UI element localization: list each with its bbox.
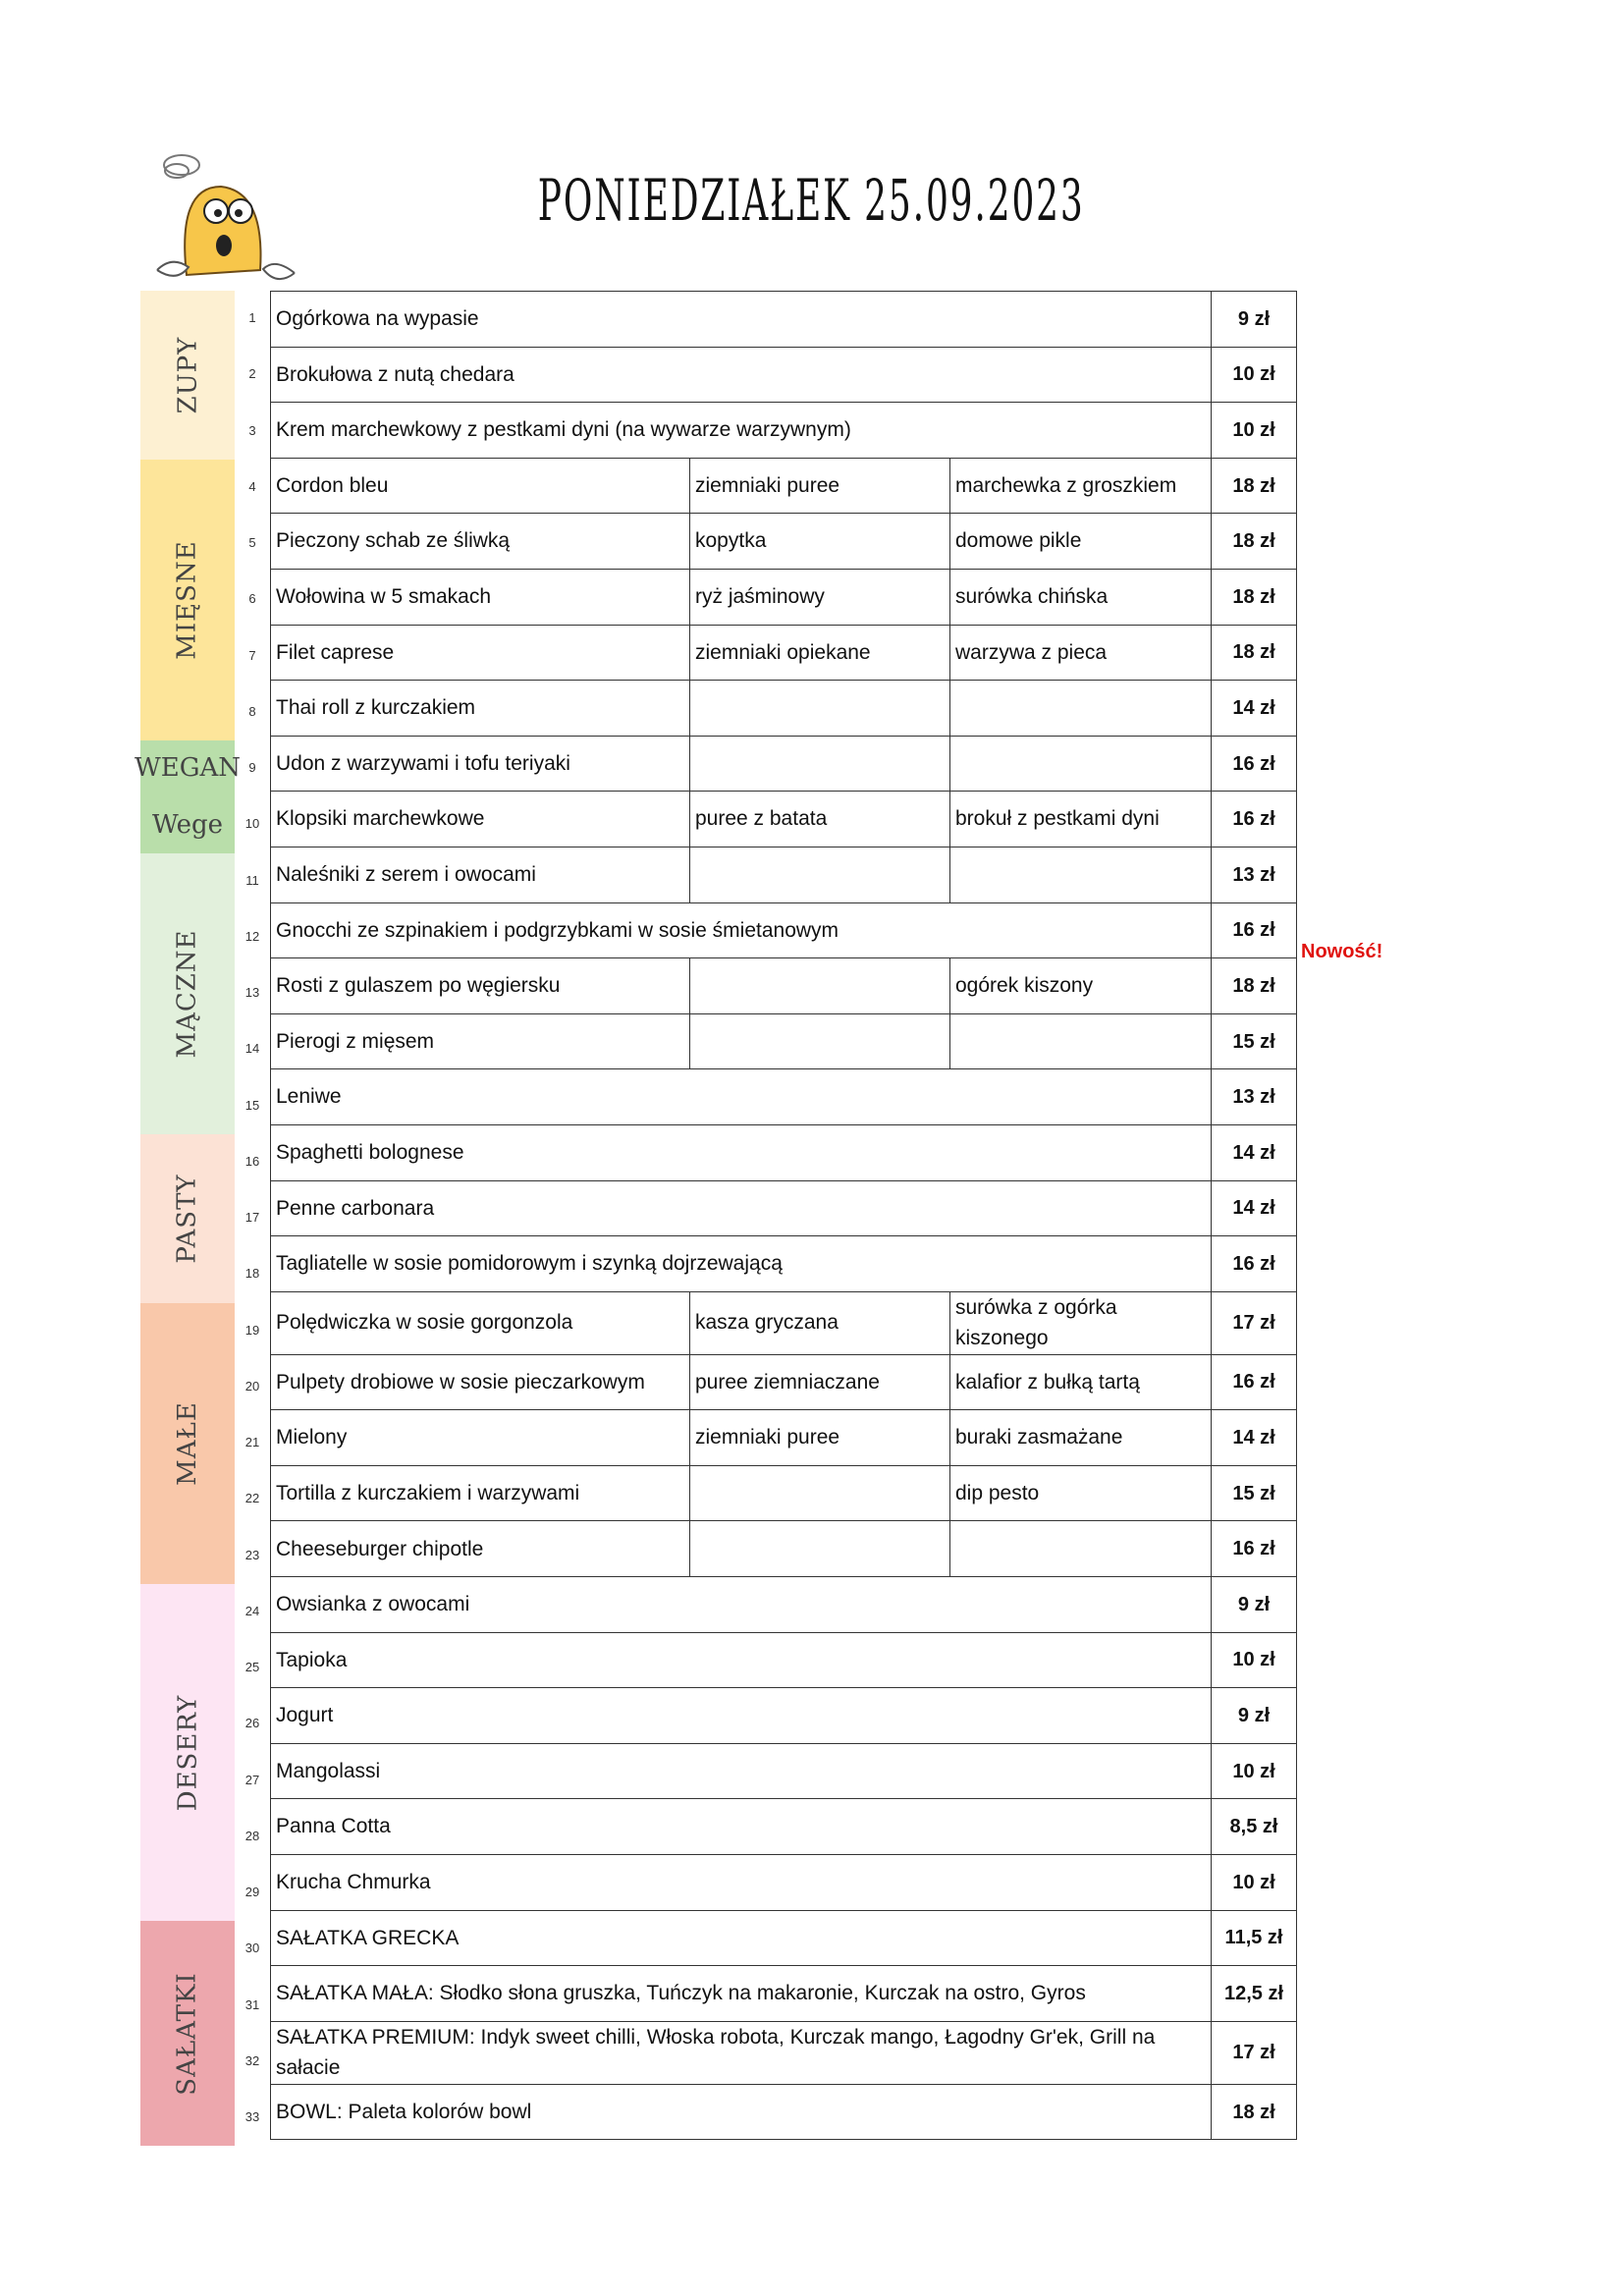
chef-mascot-icon [147,147,304,290]
dish-price: 9 zł [1212,292,1297,348]
dish-side1 [690,736,950,792]
menu-row [271,292,1297,348]
dish-name: BOWL: Paleta kolorów bowl [271,2084,1212,2140]
dish-price: 9 zł [1212,1577,1297,1633]
dish-side1: ryż jaśminowy [690,569,950,625]
dish-name: Tapioka [271,1632,1212,1688]
dish-side1: ziemniaki puree [690,458,950,514]
menu-row [271,458,1297,514]
menu-row [271,2084,1297,2140]
dish-price: 10 zł [1212,347,1297,403]
menu-row [271,1069,1297,1125]
row-number: 24 [244,1603,260,1618]
dish-price: 15 zł [1212,1465,1297,1521]
menu-row [271,736,1297,792]
new-badge: Nowość! [1301,941,1383,962]
row-number: 19 [244,1322,260,1338]
menu-row [271,1013,1297,1069]
row-number: 4 [248,478,256,494]
dish-price: 15 zł [1212,1013,1297,1069]
menu-row [271,1465,1297,1521]
dish-price: 18 zł [1212,458,1297,514]
dish-side1: puree ziemniaczane [690,1354,950,1410]
dish-side2: ogórek kiszony [950,958,1212,1014]
menu-row [271,958,1297,1014]
row-number: 7 [248,647,256,663]
dish-side2: dip pesto [950,1465,1212,1521]
row-number: 2 [248,366,256,382]
row-number: 30 [244,1941,260,1956]
dish-price: 9 zł [1212,1688,1297,1744]
dish-side1 [690,958,950,1014]
dish-side2 [950,847,1212,902]
row-number: 15 [244,1097,260,1113]
menu-row [271,847,1297,902]
dish-name: Pierogi z mięsem [271,1013,690,1069]
dish-name: SAŁATKA GRECKA [271,1910,1212,1966]
dish-name: Filet caprese [271,625,690,681]
menu-row [271,1521,1297,1577]
row-number: 5 [248,535,256,550]
dish-price: 13 zł [1212,1069,1297,1125]
dish-name: Gnocchi ze szpinakiem i podgrzybkami w sosie śmietanowym [271,902,1212,958]
row-number: 28 [244,1828,260,1843]
dish-name: Cordon bleu [271,458,690,514]
dish-name: SAŁATKA MAŁA: Słodko słona gruszka, Tuńczyk na makaronie, Kurczak na ostro, Gyros [271,1966,1212,2022]
dish-name: Brokułowa z nutą chedara [271,347,1212,403]
row-number: 27 [244,1772,260,1787]
dish-price: 14 zł [1212,1180,1297,1236]
dish-name: Pulpety drobiowe w sosie pieczarkowym [271,1354,690,1410]
menu-row [271,1180,1297,1236]
dish-name: Krem marchewkowy z pestkami dyni (na wywarze warzywnym) [271,403,1212,459]
dish-price: 10 zł [1212,403,1297,459]
menu-row [271,1910,1297,1966]
dish-price: 18 zł [1212,2084,1297,2140]
dish-side1 [690,1465,950,1521]
row-number: 16 [244,1153,260,1169]
dish-name: Thai roll z kurczakiem [271,681,690,737]
row-number: 17 [244,1210,260,1225]
dish-price: 18 zł [1212,625,1297,681]
category-band [140,460,235,740]
row-number: 13 [244,985,260,1000]
dish-price: 16 zł [1212,792,1297,847]
row-number: 31 [244,1996,260,2012]
menu-row [271,347,1297,403]
dish-name: Owsianka z owocami [271,1577,1212,1633]
dish-side1: kasza gryczana [690,1291,950,1354]
category-label: MIĘSNE [173,540,203,660]
category-label: PASTY [172,1174,202,1264]
menu-row [271,1632,1297,1688]
row-number: 9 [248,760,256,775]
dish-side2: warzywa z pieca [950,625,1212,681]
row-number: 11 [245,872,259,888]
dish-price: 8,5 zł [1212,1799,1297,1855]
menu-row [271,2021,1297,2084]
dish-price: 16 zł [1212,1521,1297,1577]
dish-name: Penne carbonara [271,1180,1212,1236]
dish-side1 [690,847,950,902]
dish-name: Jogurt [271,1688,1212,1744]
dish-side1: kopytka [690,514,950,570]
dish-side1 [690,1013,950,1069]
dish-name: Krucha Chmurka [271,1855,1212,1911]
menu-row [271,403,1297,459]
menu-row [271,792,1297,847]
row-number: 1 [248,310,256,325]
dish-price: 16 zł [1212,1354,1297,1410]
menu-row [271,1688,1297,1744]
dish-name: Wołowina w 5 smakach [271,569,690,625]
menu-row [271,1577,1297,1633]
dish-side2: domowe pikle [950,514,1212,570]
row-number: 10 [244,816,260,832]
row-number: 25 [244,1660,260,1674]
row-number: 21 [244,1435,260,1449]
dish-side1 [690,681,950,737]
category-band [140,853,235,1134]
dish-side1: ziemniaki opiekane [690,625,950,681]
row-number: 20 [244,1378,260,1394]
menu-row [271,1291,1297,1354]
dish-name: Tagliatelle w sosie pomidorowym i szynką dojrzewającą [271,1236,1212,1292]
dish-side2: surówka z ogórka kiszonego [950,1291,1212,1354]
dish-side2 [950,736,1212,792]
dish-name: Klopsiki marchewkowe [271,792,690,847]
category-band [140,1134,235,1303]
menu-row [271,1743,1297,1799]
dish-side2: marchewka z groszkiem [950,458,1212,514]
dish-name: Leniwe [271,1069,1212,1125]
row-number: 18 [244,1266,260,1282]
row-number: 32 [244,2052,260,2068]
row-number: 3 [248,422,256,438]
menu-row [271,1966,1297,2022]
dish-price: 17 zł [1212,2021,1297,2084]
page-title: PONIEDZIAŁEK 25.09.2023 [537,167,1085,234]
dish-side1: puree z batata [690,792,950,847]
category-label-secondary: Wege [151,810,224,841]
dish-side2 [950,681,1212,737]
row-number: 26 [244,1716,260,1731]
dish-price: 17 zł [1212,1291,1297,1354]
dish-name: Udon z warzywami i tofu teriyaki [271,736,690,792]
row-number: 14 [244,1041,260,1057]
dish-name: Rosti z gulaszem po węgiersku [271,958,690,1014]
dish-price: 16 zł [1212,1236,1297,1292]
menu-row [271,1354,1297,1410]
dish-side1: ziemniaki puree [690,1410,950,1466]
dish-name: Mielony [271,1410,690,1466]
menu-row [271,569,1297,625]
dish-price: 11,5 zł [1212,1910,1297,1966]
dish-name: Spaghetti bolognese [271,1124,1212,1180]
dish-price: 16 zł [1212,902,1297,958]
category-label: MĄCZNE [173,929,202,1059]
dish-name: Mangolassi [271,1743,1212,1799]
dish-side2: kalafior z bułką tartą [950,1354,1212,1410]
category-band [140,1303,235,1584]
dish-price: 10 zł [1212,1632,1297,1688]
dish-price: 14 zł [1212,1124,1297,1180]
menu-row [271,1236,1297,1292]
dish-name: Tortilla z kurczakiem i warzywami [271,1465,690,1521]
dish-name: Cheeseburger chipotle [271,1521,690,1577]
menu-row [271,681,1297,737]
menu-row [271,1799,1297,1855]
category-label: ZUPY [172,336,202,414]
category-label: SAŁATKI [173,1972,202,2096]
dish-name: Ogórkowa na wypasie [271,292,1212,348]
dish-side2: buraki zasmażane [950,1410,1212,1466]
dish-price: 14 zł [1212,1410,1297,1466]
dish-side2: brokuł z pestkami dyni [950,792,1212,847]
dish-name: SAŁATKA PREMIUM: Indyk sweet chilli, Włoska robota, Kurczak mango, Łagodny Gr'ek, Grill na sałacie [271,2021,1212,2084]
dish-name: Naleśniki z serem i owocami [271,847,690,902]
menu-row [271,1410,1297,1466]
row-number: 23 [244,1547,260,1562]
dish-side2: surówka chińska [950,569,1212,625]
menu-row [271,1124,1297,1180]
row-number: 12 [244,928,260,944]
dish-price: 18 zł [1212,569,1297,625]
menu-row [271,514,1297,570]
row-number: 29 [244,1885,260,1899]
row-number: 33 [244,2109,260,2124]
dish-price: 10 zł [1212,1855,1297,1911]
dish-name: Pieczony schab ze śliwką [271,514,690,570]
category-label: MAŁE [173,1400,202,1486]
row-number: 6 [248,591,256,607]
dish-price: 18 zł [1212,514,1297,570]
dish-side2 [950,1521,1212,1577]
dish-price: 16 zł [1212,736,1297,792]
row-number: 8 [248,703,256,719]
category-band [135,740,241,853]
category-label: WEGAN [135,753,241,784]
menu-row [271,625,1297,681]
dish-price: 12,5 zł [1212,1966,1297,2022]
dish-name: Panna Cotta [271,1799,1212,1855]
category-band [140,1584,235,1922]
menu-row [271,902,1297,958]
dish-side1 [690,1521,950,1577]
menu-table [270,291,1297,2140]
row-number: 22 [244,1491,260,1506]
dish-side2 [950,1013,1212,1069]
dish-name: Polędwiczka w sosie gorgonzola [271,1291,690,1354]
dish-price: 13 zł [1212,847,1297,902]
category-band [140,1921,235,2146]
category-label: DESERY [173,1694,202,1811]
dish-price: 14 zł [1212,681,1297,737]
category-band [140,291,235,460]
menu-row [271,1855,1297,1911]
dish-price: 10 zł [1212,1743,1297,1799]
dish-price: 18 zł [1212,958,1297,1014]
